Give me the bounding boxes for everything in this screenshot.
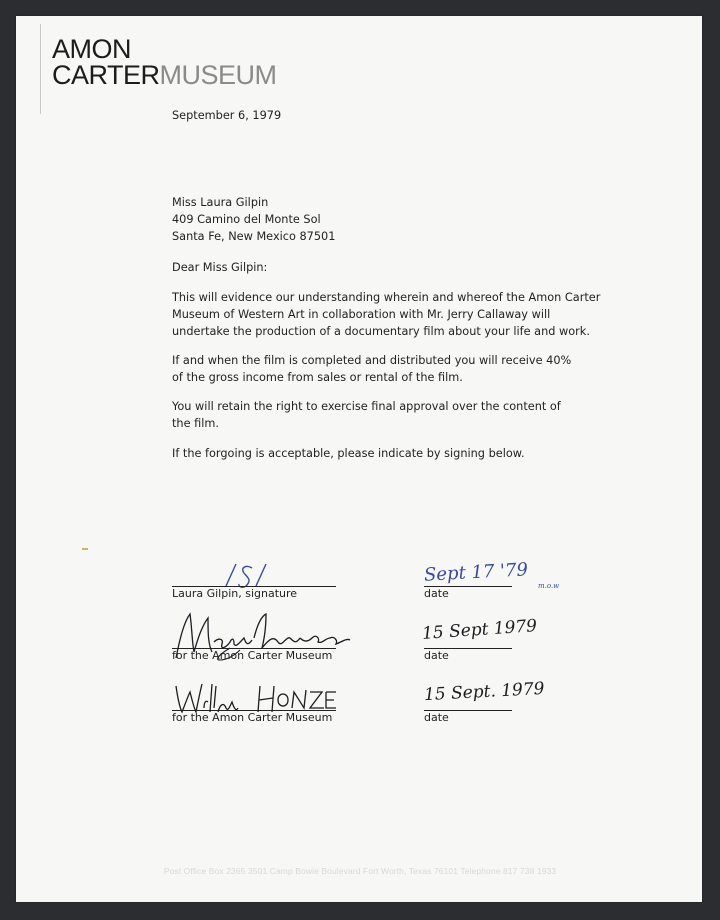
recipient-address [172,194,335,245]
date-label-3: date [424,711,449,724]
handwritten-initials-mow: m.o.w [538,582,560,590]
paragraph-line: You will retain the right to exercise final approval over the content of [172,400,561,413]
handwritten-date-3: 15 Sept. 1979 [423,678,545,706]
paragraph-understanding [172,289,600,340]
paragraph-line: If and when the film is completed and distributed you will receive 40% [172,354,572,367]
recipient-name: Miss Laura Gilpin [172,196,269,209]
signature-label-museum-1: for the Amon Carter Museum [172,649,333,662]
signature-label-gilpin: Laura Gilpin, signature [172,587,298,600]
logo-museum: MUSEUM [159,60,277,90]
paragraph-income [172,352,571,386]
date-label-2: date [424,649,449,662]
paper-stain [82,548,88,550]
letterhead-footer: Post Office Box 2365 3501 Camp Bowie Boulevard Fort Worth, Texas 76101 Telephone 817 738 1933 [163,866,557,876]
margin-line [40,24,41,114]
paragraph-approval [172,398,561,432]
paragraph-line: Museum of Western Art in collaboration with Mr. Jerry Callaway will [172,308,551,321]
recipient-street: 409 Camino del Monte Sol [172,213,321,226]
handwritten-date-2: 15 Sept 1979 [421,616,538,644]
museum-logo [52,36,277,88]
logo-line-2 [52,62,277,88]
paragraph-line: the film. [172,417,219,430]
paragraph-line: This will evidence our understanding wherein and whereof the Amon Carter [172,291,601,304]
logo-carter: CARTER [52,60,160,90]
paragraph-acceptance: If the forgoing is acceptable, please indicate by signing below. [172,447,525,460]
recipient-city: Santa Fe, New Mexico 87501 [172,230,336,243]
salutation: Dear Miss Gilpin: [172,261,268,274]
handwritten-date-1: Sept 17 '79 [423,559,529,586]
date-label-1: date [424,587,449,600]
letter-date: September 6, 1979 [172,109,282,122]
logo-line-1: AMON [52,34,131,64]
paragraph-line: of the gross income from sales or rental of the film. [172,371,463,384]
paragraph-line: undertake the production of a documentary film about your life and work. [172,325,590,338]
signature-label-museum-2: for the Amon Carter Museum [172,711,333,724]
